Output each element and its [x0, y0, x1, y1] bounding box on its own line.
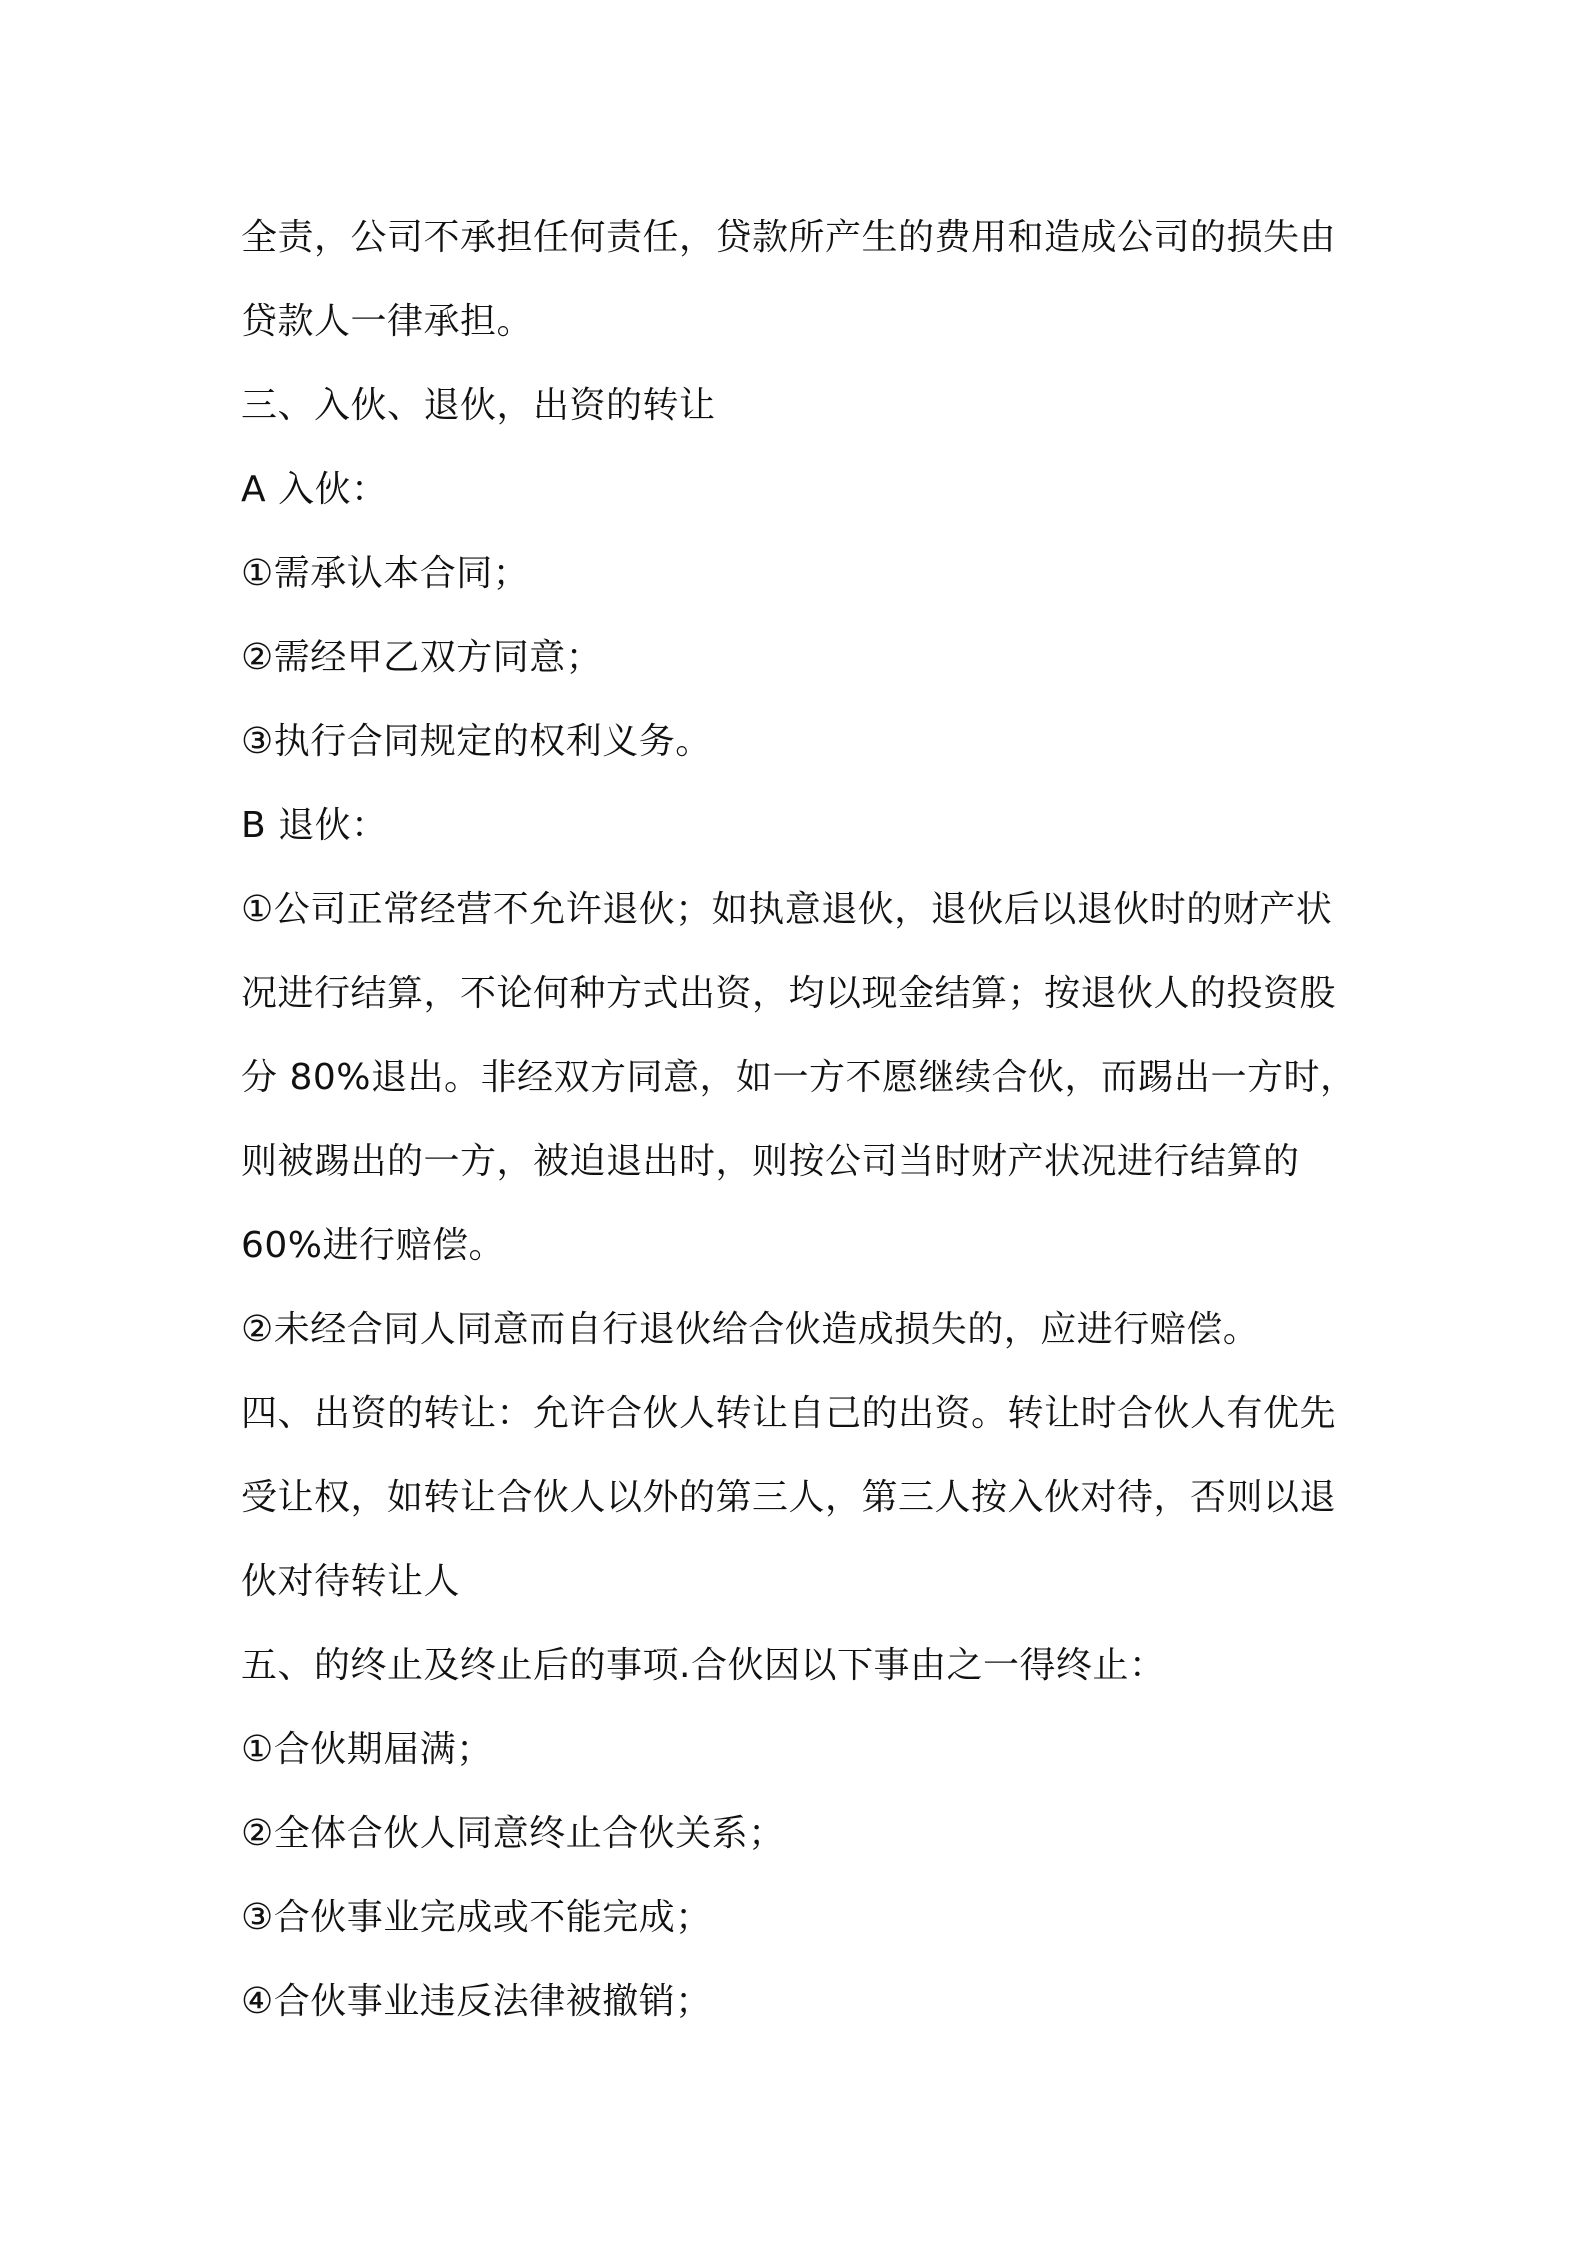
text-line: 则被踢出的一方，被迫退出时，则按公司当时财产状况进行结算的 — [241, 1141, 1300, 1182]
list-item: ①合伙期届满； — [241, 1729, 493, 1770]
list-item: ③合伙事业完成或不能完成； — [241, 1897, 712, 1938]
subsection-heading: A 入伙： — [241, 469, 388, 510]
section-heading: 三、入伙、退伙，出资的转让 — [241, 385, 716, 426]
list-item: ②需经甲乙双方同意； — [241, 637, 603, 678]
text-line: 伙对待转让人 — [241, 1561, 461, 1602]
text-line: 贷款人一律承担。 — [241, 301, 534, 342]
section-heading: 四、出资的转让：允许合伙人转让自己的出资。转让时合伙人有优先 — [241, 1393, 1337, 1434]
list-item: ①公司正常经营不允许退伙；如执意退伙，退伙后以退伙时的财产状 — [241, 889, 1333, 930]
text-line: 分 80%退出。非经双方同意，如一方不愿继续合伙，而踢出一方时， — [241, 1057, 1357, 1098]
section-heading: 五、的终止及终止后的事项.合伙因以下事由之一得终止： — [241, 1645, 1166, 1686]
list-item: ②全体合伙人同意终止合伙关系； — [241, 1813, 785, 1854]
subsection-heading: B 退伙： — [241, 805, 388, 846]
list-item: ②未经合同人同意而自行退伙给合伙造成损失的，应进行赔偿。 — [241, 1309, 1260, 1350]
text-line: 60%进行赔偿。 — [241, 1225, 506, 1266]
text-line: 全责，公司不承担任何责任，贷款所产生的费用和造成公司的损失由 — [241, 217, 1337, 258]
text-line: 况进行结算，不论何种方式出资，均以现金结算；按退伙人的投资股 — [241, 973, 1337, 1014]
list-item: ①需承认本合同； — [241, 553, 530, 594]
text-line: 受让权，如转让合伙人以外的第三人，第三人按入伙对待，否则以退 — [241, 1477, 1337, 1518]
document-body — [241, 196, 1361, 2044]
list-item: ④合伙事业违反法律被撤销； — [241, 1981, 712, 2022]
list-item: ③执行合同规定的权利义务。 — [241, 721, 712, 762]
